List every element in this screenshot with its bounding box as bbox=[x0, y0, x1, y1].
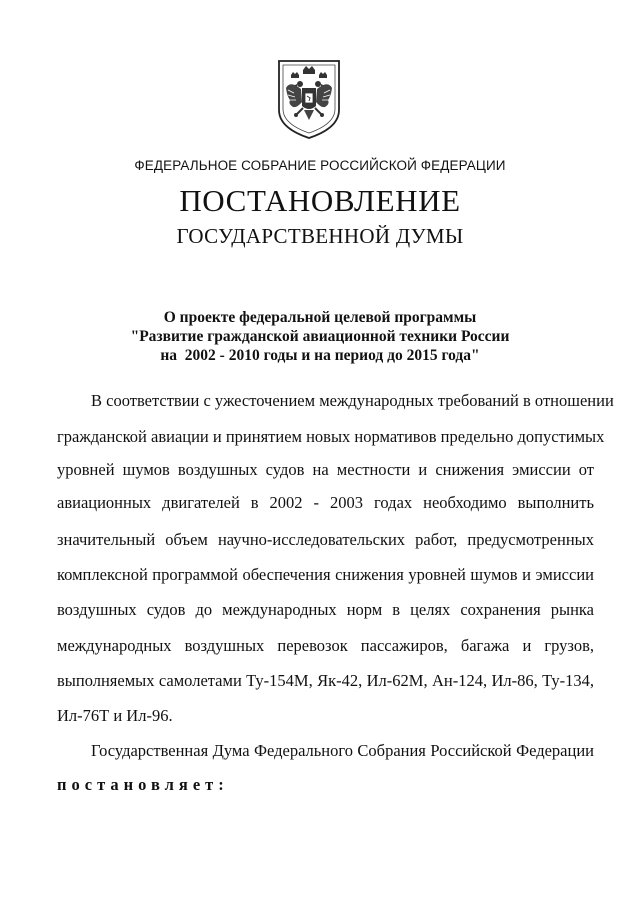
body-line: международных воздушных перевозок пассажиров, багажа и грузов, bbox=[57, 636, 594, 655]
body-line: авиационных двигателей в 2002 - 2003 годах необходимо выполнить bbox=[57, 493, 594, 512]
body-line: комплексной программой обеспечения снижения уровней шумов и эмиссии bbox=[57, 565, 594, 584]
body-line: значительный объем научно-исследовательских работ, предусмотренных bbox=[57, 530, 594, 549]
federal-assembly-heading: ФЕДЕРАЛЬНОЕ СОБРАНИЕ РОССИЙСКОЙ ФЕДЕРАЦИИ bbox=[134, 158, 506, 173]
subject-line: "Развитие гражданской авиационной техники России bbox=[130, 328, 510, 345]
document-title: ПОСТАНОВЛЕНИЕ bbox=[179, 183, 461, 218]
subject-line: О проекте федеральной целевой программы bbox=[163, 309, 477, 326]
document-subtitle: ГОСУДАРСТВЕННОЙ ДУМЫ bbox=[176, 224, 464, 248]
body-line: выполняемых самолетами Ту-154М, Як-42, Ил-62М, Ан-124, Ил-86, Ту-134, bbox=[57, 671, 594, 690]
document-subject bbox=[0, 308, 640, 365]
decree-word: постановляет: bbox=[57, 775, 229, 794]
body-line: Ил-76Т и Ил-96. bbox=[57, 706, 173, 725]
coat-of-arms-icon bbox=[276, 58, 342, 140]
body-line: В соответствии с ужесточением международных требований в отношении bbox=[91, 391, 614, 410]
body-line: гражданской авиации и принятием новых нормативов предельно допустимых bbox=[57, 427, 605, 446]
body-line: Государственная Дума Федерального Собрания Российской Федерации bbox=[91, 741, 594, 760]
body-line: уровней шумов воздушных судов на местности и снижения эмиссии от bbox=[57, 460, 594, 479]
subject-line: на 2002 - 2010 годы и на период до 2015 года" bbox=[160, 347, 480, 364]
body-line: воздушных судов до международных норм в целях сохранения рынка bbox=[57, 600, 594, 619]
